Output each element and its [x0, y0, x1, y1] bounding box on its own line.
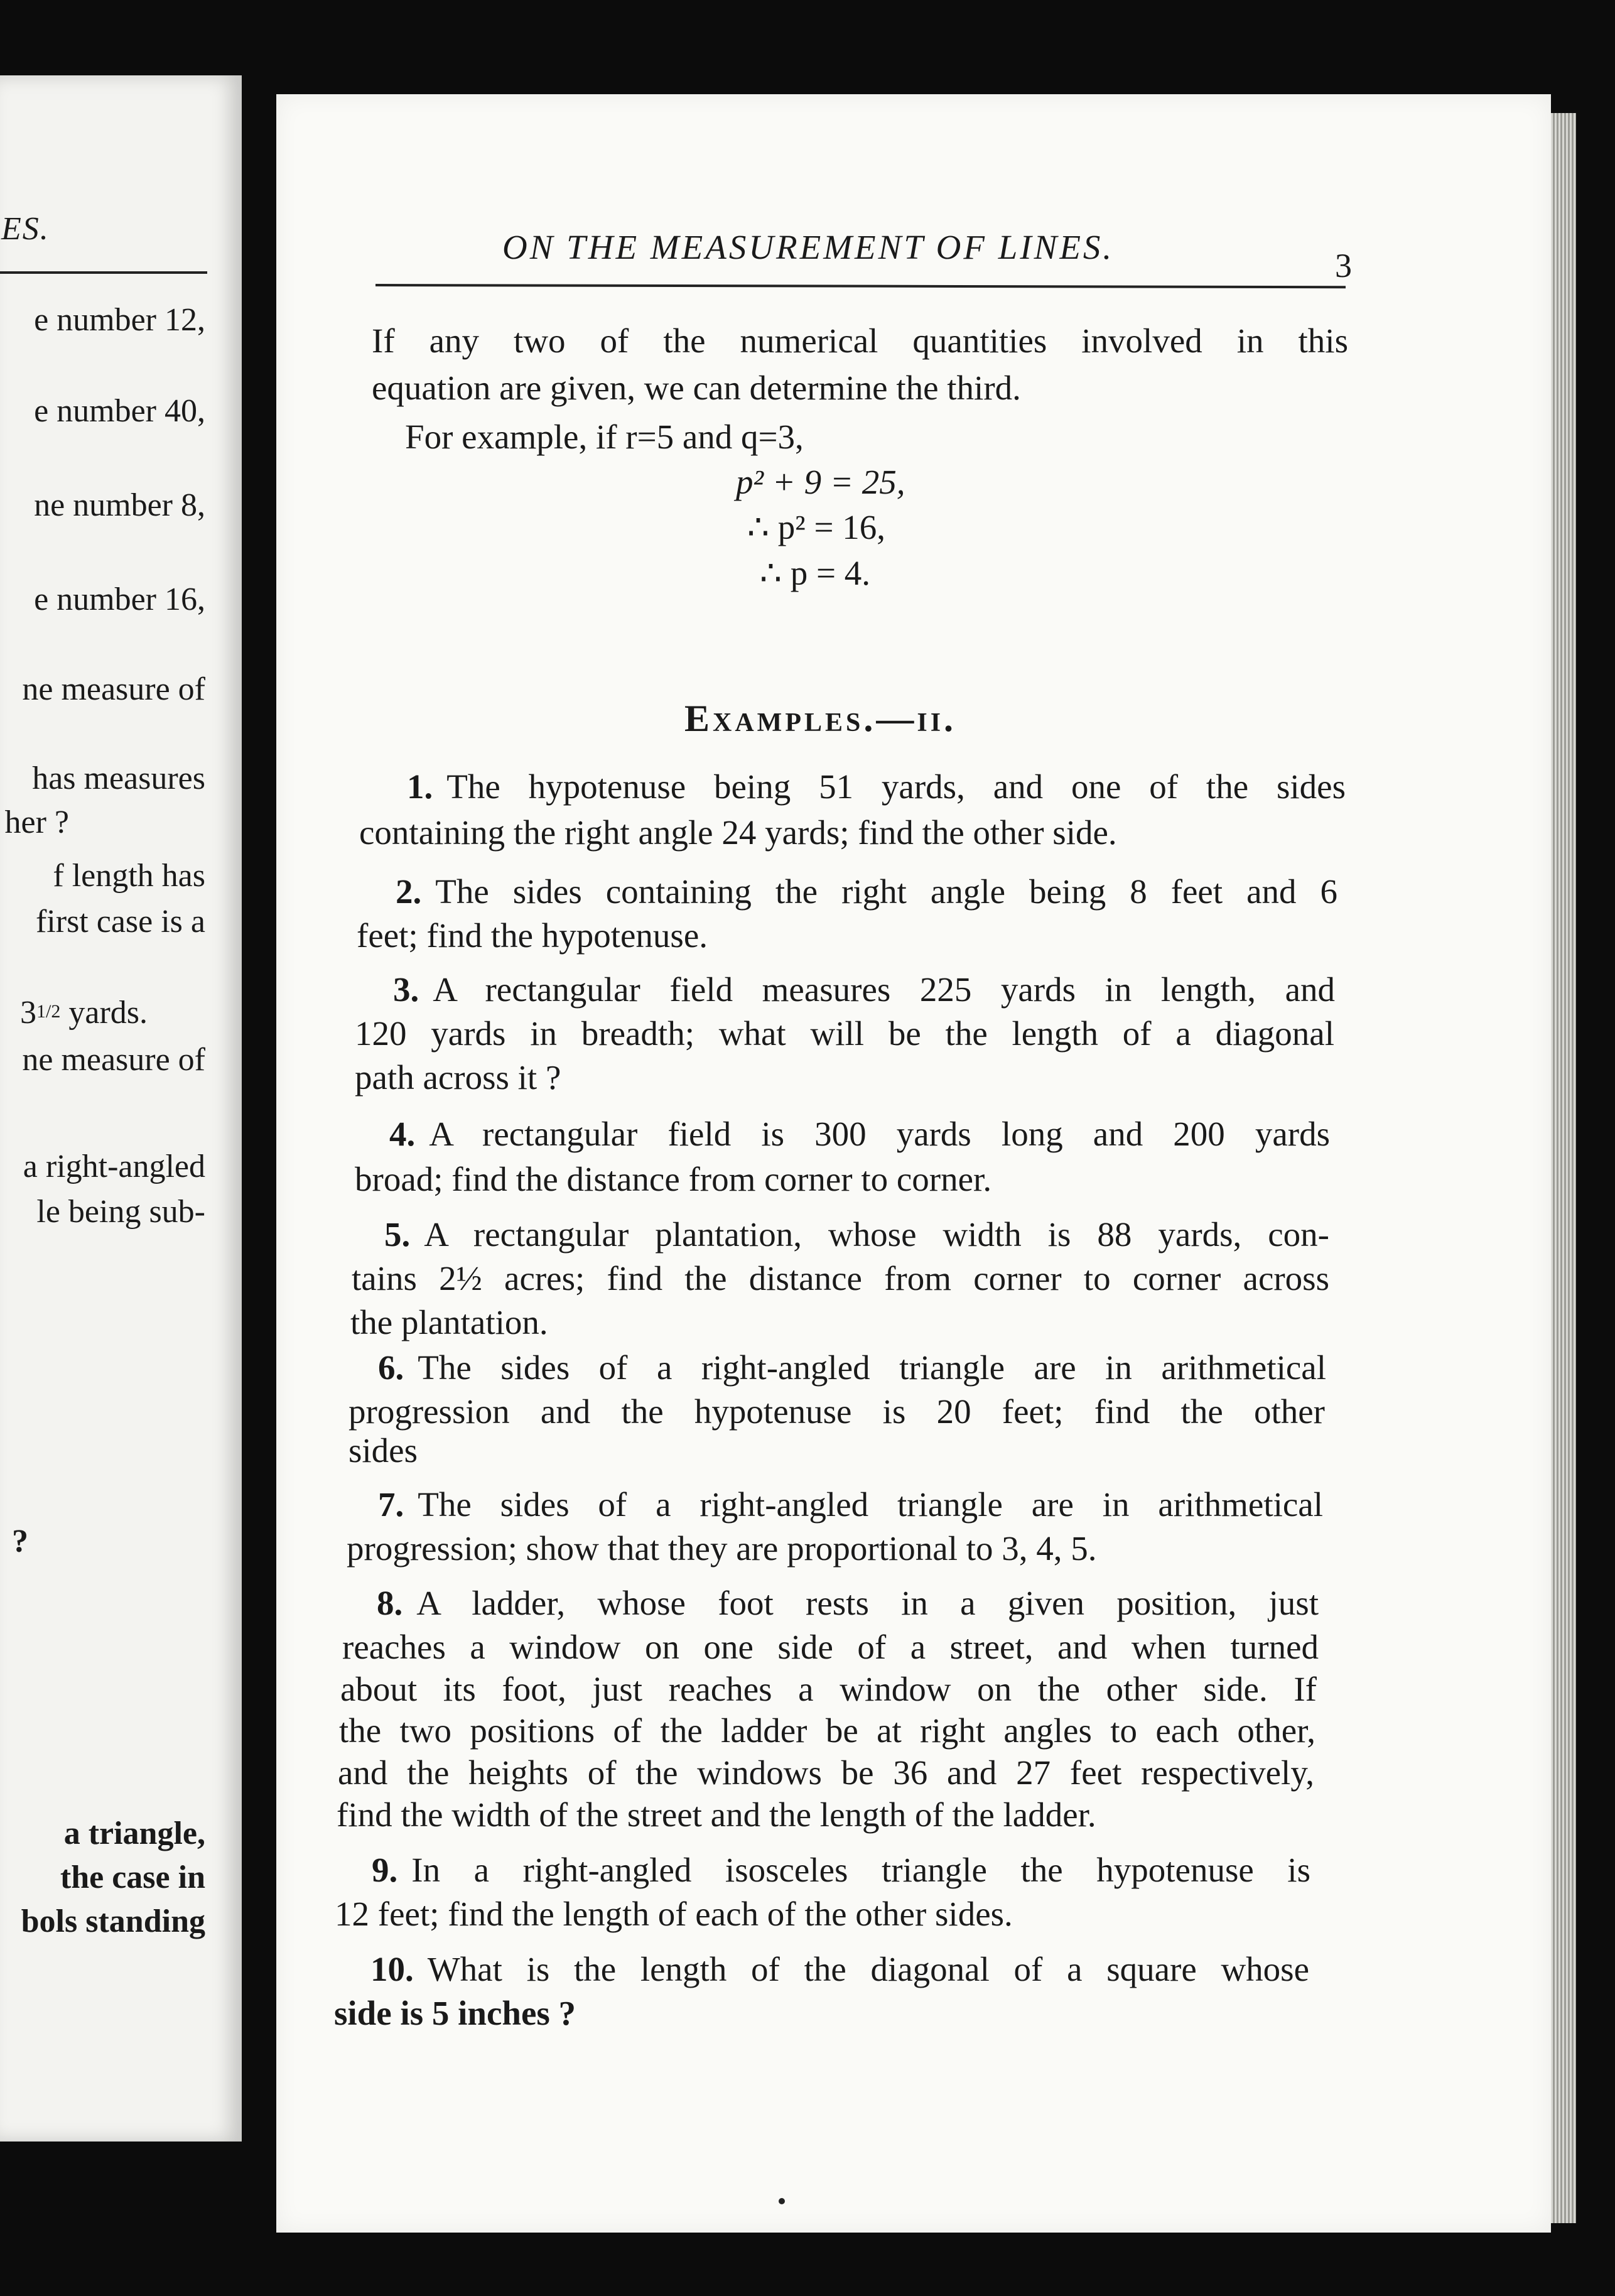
left-line: ne measure of	[22, 1042, 205, 1078]
problem-number: 8.	[377, 1584, 403, 1622]
left-page-header: ES.	[1, 211, 50, 247]
problem-1-line	[407, 769, 1346, 804]
problem-2-line	[396, 874, 1337, 909]
fraction: 1/2	[36, 1001, 61, 1022]
problem-6-line: progression and the hypotenuse is 20 feet; find the other	[348, 1392, 1325, 1431]
problem-number: 5.	[384, 1215, 411, 1254]
problem-text: The sides containing the right angle being 8 feet and 6	[435, 872, 1337, 911]
fraction-whole: 3	[20, 995, 37, 1031]
left-line: a triangle,	[63, 1816, 205, 1851]
problem-number: 1.	[407, 767, 433, 806]
page-number: 3	[1335, 247, 1352, 284]
left-page	[0, 75, 242, 2142]
left-header-rule	[0, 271, 207, 274]
left-line-text: yards.	[68, 995, 148, 1031]
problem-8-line: about its foot, just reaches a window on the other side. If	[340, 1670, 1317, 1708]
left-line: bols standing	[21, 1903, 205, 1939]
problem-text: A ladder, whose foot rests in a given position, just	[416, 1584, 1319, 1622]
left-line: first case is a	[35, 904, 205, 940]
problem-4-line	[389, 1117, 1330, 1151]
problem-8-line: find the width of the street and the length of the ladder.	[337, 1795, 1096, 1834]
left-line: a right-angled	[23, 1149, 205, 1184]
problem-9-line	[372, 1853, 1310, 1887]
example-lead: For example, if r=5 and q=3,	[405, 418, 804, 456]
left-line: has measures	[32, 761, 205, 796]
problem-text: The hypotenuse being 51 yards, and one of the sides	[446, 767, 1346, 806]
left-line: her ?	[4, 804, 69, 840]
problem-text: A rectangular plantation, whose width is 88 yards, con-	[424, 1215, 1329, 1254]
problem-text: A rectangular field is 300 yards long and 200 yards	[429, 1115, 1330, 1153]
problem-1-line: containing the right angle 24 yards; find the other side.	[359, 813, 1117, 852]
problem-10-line: side is 5 inches ?	[334, 1994, 576, 2032]
problem-text: The sides of a right-angled triangle are in arithmetical	[418, 1348, 1326, 1387]
intro-line: If any two of the numerical quantities involved in this	[372, 322, 1348, 360]
left-line: e number 16,	[34, 582, 205, 617]
problem-number: 7.	[378, 1485, 404, 1524]
equation-step: ∴ p = 4.	[760, 554, 871, 592]
running-header: ON THE MEASUREMENT OF LINES.	[502, 228, 1115, 266]
problem-3-line: path across it ?	[355, 1058, 561, 1097]
problem-number: 10.	[370, 1950, 414, 1988]
problem-text: What is the length of the diagonal of a square whose	[427, 1950, 1309, 1988]
equation-step: ∴ p² = 16,	[747, 508, 885, 546]
problem-5-line	[384, 1217, 1329, 1252]
problem-10-line	[370, 1952, 1309, 1986]
problem-text: In a right-angled isosceles triangle the hypotenuse is	[411, 1851, 1310, 1889]
left-line: le being sub-	[36, 1194, 205, 1230]
problem-6-line	[378, 1350, 1326, 1385]
problem-7-line: progression; show that they are proportional to 3, 4, 5.	[347, 1529, 1097, 1568]
problem-2-line: feet; find the hypotenuse.	[357, 916, 708, 955]
problem-number: 4.	[389, 1115, 416, 1153]
problem-number: 3.	[393, 970, 419, 1009]
problem-8-line: and the heights of the windows be 36 and 27 feet respectively,	[338, 1753, 1314, 1792]
problem-6-line: sides	[348, 1431, 418, 1470]
left-line: ne measure of	[22, 671, 205, 707]
problem-4-line: broad; find the distance from corner to corner.	[355, 1160, 992, 1198]
footer-dot	[779, 2198, 785, 2204]
left-line-with-fraction	[20, 994, 148, 1031]
problem-text: The sides of a right-angled triangle are in arithmetical	[418, 1485, 1323, 1524]
problem-8-line: reaches a window on one side of a street, and when turned	[342, 1628, 1319, 1666]
examples-heading: Examples.—ii.	[684, 698, 957, 739]
problem-9-line: 12 feet; find the length of each of the other sides.	[335, 1895, 1013, 1933]
intro-line: equation are given, we can determine the third.	[372, 369, 1021, 407]
problem-8-line	[377, 1586, 1319, 1620]
problem-number: 2.	[396, 872, 422, 911]
problem-5-line: the plantation.	[350, 1303, 548, 1341]
problem-3-line: 120 yards in breadth; what will be the length of a diagonal	[355, 1014, 1334, 1053]
stray-mark: ?	[12, 1524, 28, 1559]
problem-text: A rectangular field measures 225 yards in length, and	[433, 970, 1335, 1009]
page-edge	[1551, 113, 1576, 2223]
left-line: e number 40,	[34, 393, 205, 429]
problem-8-line: the two positions of the ladder be at right angles to each other,	[339, 1711, 1315, 1750]
left-line: e number 12,	[34, 302, 205, 338]
left-line: f length has	[53, 858, 205, 894]
problem-7-line	[378, 1487, 1323, 1522]
left-line: ne number 8,	[34, 487, 205, 523]
equation-step: p² + 9 = 25,	[736, 463, 905, 501]
problem-3-line	[393, 972, 1335, 1007]
problem-number: 6.	[378, 1348, 404, 1387]
problem-5-line: tains 2½ acres; find the distance from corner to corner across	[352, 1259, 1329, 1297]
problem-number: 9.	[372, 1851, 398, 1889]
left-line: the case in	[60, 1860, 205, 1895]
